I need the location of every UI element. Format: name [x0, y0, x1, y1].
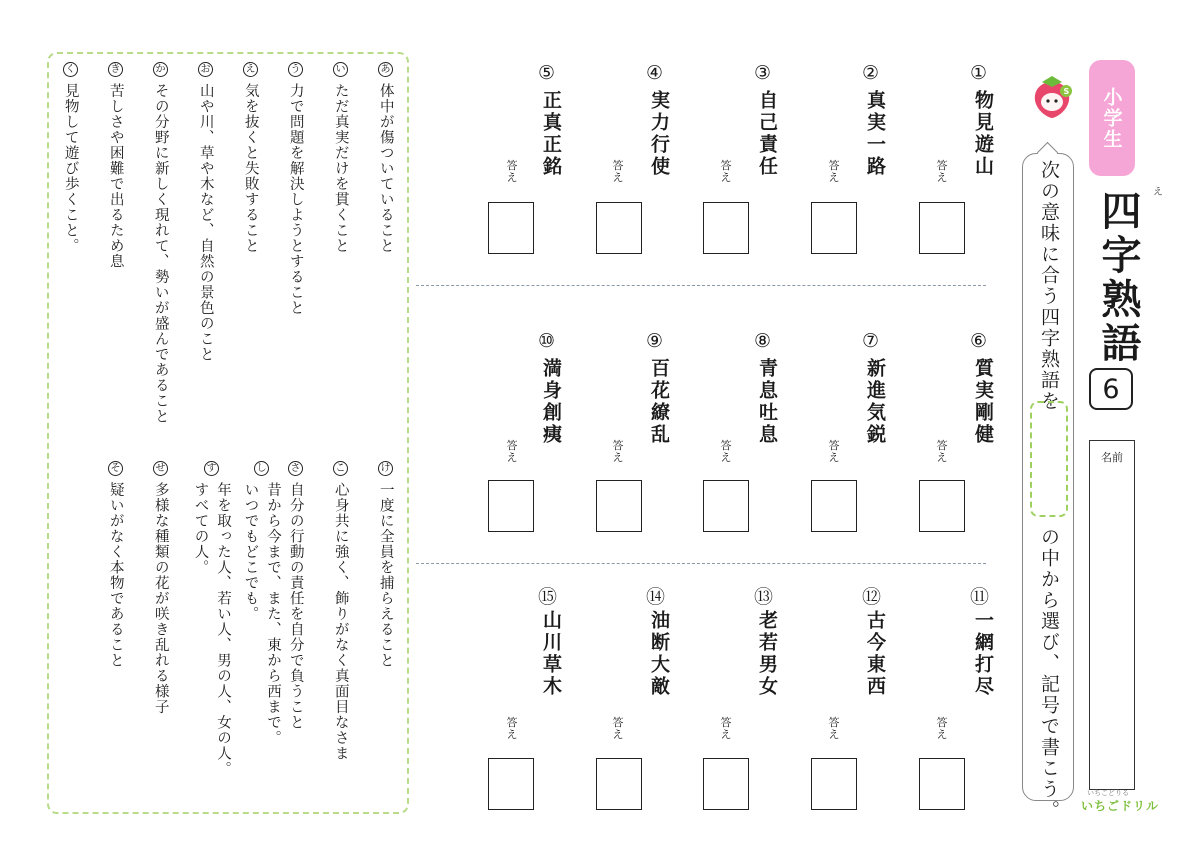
- choice-label: え: [243, 62, 258, 77]
- choice-text: 自分の行動の責任を自分で負うこと: [287, 482, 304, 730]
- choice-item: [193, 461, 230, 777]
- answer-box[interactable]: [596, 480, 642, 532]
- answer-box[interactable]: [596, 758, 642, 810]
- problem-word: 一網打尽: [972, 610, 994, 698]
- choice-text: 多様な種類の花が咲き乱れる様子: [152, 482, 169, 715]
- problem-word: 自己責任: [756, 90, 778, 178]
- choice-item: [378, 62, 393, 254]
- answer-label: 答え: [506, 716, 518, 741]
- volume-number: 6: [1089, 368, 1133, 410]
- answer-label: 答え: [612, 716, 624, 741]
- answer-label: 答え: [720, 439, 732, 464]
- problem-number: ⑨: [646, 330, 664, 352]
- answer-label: 答え: [720, 716, 732, 741]
- answer-label: 答え: [936, 159, 948, 184]
- choice-text: 見物して遊び歩くこと。: [62, 83, 79, 254]
- choice-label: き: [108, 62, 123, 77]
- problem-word: 油断大敵: [648, 610, 670, 698]
- problem-number: ②: [862, 62, 880, 84]
- problem-number: ⑫: [862, 586, 882, 608]
- problem-word: 青息吐息: [756, 358, 778, 446]
- choice-label: し: [254, 461, 269, 476]
- answer-label: 答え: [506, 439, 518, 464]
- answer-box[interactable]: [703, 480, 749, 532]
- choice-text: 苦しさや困難で出るため息: [107, 83, 124, 269]
- problem-number: ⑭: [646, 586, 666, 608]
- choice-item: [288, 62, 303, 316]
- problem-number: ⑮: [538, 586, 558, 608]
- problem-number: ⑬: [754, 586, 774, 608]
- choice-text: 心身共に強く、飾りがなく真面目なさま: [332, 482, 349, 761]
- answer-box[interactable]: [596, 202, 642, 254]
- choice-text-group: [243, 482, 280, 746]
- page-title: 四字熟語: [1095, 190, 1141, 366]
- answer-label: 答え: [612, 439, 624, 464]
- choice-label: す: [204, 461, 219, 476]
- problem-word: 老若男女: [756, 610, 778, 698]
- answer-label: 答え: [828, 439, 840, 464]
- answer-box[interactable]: [703, 202, 749, 254]
- instruction-text-1: 次の意味に合う四字熟語を: [1038, 160, 1060, 412]
- answer-label: 答え: [936, 716, 948, 741]
- choice-label: い: [333, 62, 348, 77]
- answer-label: 答え: [506, 159, 518, 184]
- choice-label: く: [63, 62, 78, 77]
- grade-badge: [1089, 60, 1135, 176]
- choice-item: [108, 461, 123, 668]
- grade-badge-label: 小学生: [1100, 86, 1123, 150]
- choice-label: か: [153, 62, 168, 77]
- choice-text-group: [193, 482, 230, 777]
- problem-word: 実力行使: [648, 90, 670, 178]
- choice-text: 一度に全員を捕らえること: [377, 482, 394, 668]
- choice-item: [243, 62, 258, 254]
- choice-item: [153, 62, 168, 424]
- problem-number: ①: [970, 62, 988, 84]
- choice-text: 山や川、草や木など、自然の景色のこと: [197, 83, 214, 362]
- choice-text: 疑いがなく本物であること: [107, 482, 124, 668]
- choice-item: [198, 62, 213, 362]
- problem-number: ⑧: [754, 330, 772, 352]
- row-separator: [416, 563, 986, 564]
- answer-label: 答え: [828, 716, 840, 741]
- problem-word: 古今東西: [864, 610, 886, 698]
- strawberry-mascot-icon: [1030, 74, 1074, 120]
- choice-item: [108, 62, 123, 269]
- problem-number: ③: [754, 62, 772, 84]
- choice-text: 力で問題を解決しようとすること: [287, 83, 304, 316]
- choice-text: 年を取った人、若い人、男の人、女の人。: [215, 482, 231, 777]
- corner-mark: え: [1153, 187, 1163, 198]
- choice-item: [63, 62, 78, 254]
- problem-word: 山川草木: [540, 610, 562, 698]
- choice-item: [288, 461, 303, 730]
- problem-number: ⑤: [538, 62, 556, 84]
- answer-box[interactable]: [811, 758, 857, 810]
- name-field[interactable]: [1089, 440, 1135, 790]
- answer-label: 答え: [828, 159, 840, 184]
- choice-text: 体中が傷ついていること: [377, 83, 394, 254]
- choice-label: せ: [153, 461, 168, 476]
- problem-number: ⑦: [862, 330, 880, 352]
- instruction-text-2: の中から選び、記号で書こう。: [1038, 527, 1060, 821]
- choice-label: け: [378, 461, 393, 476]
- row-separator: [416, 285, 986, 286]
- answer-label: 答え: [612, 159, 624, 184]
- answer-label: 答え: [936, 439, 948, 464]
- choice-text: ただ真実だけを貫くこと: [332, 83, 349, 254]
- answer-box[interactable]: [919, 758, 965, 810]
- logo: いちごドリル: [1081, 799, 1160, 813]
- choice-item: [153, 461, 168, 715]
- problem-word: 満身創痍: [540, 358, 562, 446]
- problem-word: 質実剛健: [972, 358, 994, 446]
- logo-subtext: いちごどりる: [1087, 789, 1129, 797]
- answer-box[interactable]: [488, 202, 534, 254]
- name-label: 名前: [1101, 451, 1123, 464]
- problem-number: ④: [646, 62, 664, 84]
- choice-text-line2: すべての人。: [192, 482, 209, 575]
- answer-box[interactable]: [488, 758, 534, 810]
- problem-number: ⑪: [970, 586, 990, 608]
- answer-box[interactable]: [703, 758, 749, 810]
- answer-label: 答え: [720, 159, 732, 184]
- svg-text:S: S: [1063, 87, 1070, 96]
- choice-label: こ: [333, 461, 348, 476]
- problem-word: 百花繚乱: [648, 358, 670, 446]
- choice-label: そ: [108, 461, 123, 476]
- choice-item: [378, 461, 393, 668]
- choice-box-placeholder: [1030, 401, 1068, 517]
- choice-item: [333, 62, 348, 254]
- choice-text: その分野に新しく現れて、勢いが盛んであること: [152, 83, 169, 424]
- choice-text-line2: いつでもどこでも。: [242, 482, 259, 622]
- choice-label: お: [198, 62, 213, 77]
- problem-word: 真実一路: [864, 90, 886, 178]
- choice-label: あ: [378, 62, 393, 77]
- problem-number: ⑩: [538, 330, 556, 352]
- answer-box[interactable]: [811, 202, 857, 254]
- problem-word: 物見遊山: [972, 90, 994, 178]
- choice-label: う: [288, 62, 303, 77]
- answer-box[interactable]: [488, 480, 534, 532]
- choice-text: 昔から今まで、また、東から西まで。: [265, 482, 281, 746]
- problem-word: 正真正銘: [540, 90, 562, 178]
- choice-item: [243, 461, 280, 746]
- choice-label: さ: [288, 461, 303, 476]
- choice-text: 気を抜くと失敗すること: [242, 83, 259, 254]
- choice-item: [333, 461, 348, 761]
- answer-box[interactable]: [919, 202, 965, 254]
- answer-box[interactable]: [811, 480, 857, 532]
- problem-number: ⑥: [970, 330, 988, 352]
- problem-word: 新進気鋭: [864, 358, 886, 446]
- answer-box[interactable]: [919, 480, 965, 532]
